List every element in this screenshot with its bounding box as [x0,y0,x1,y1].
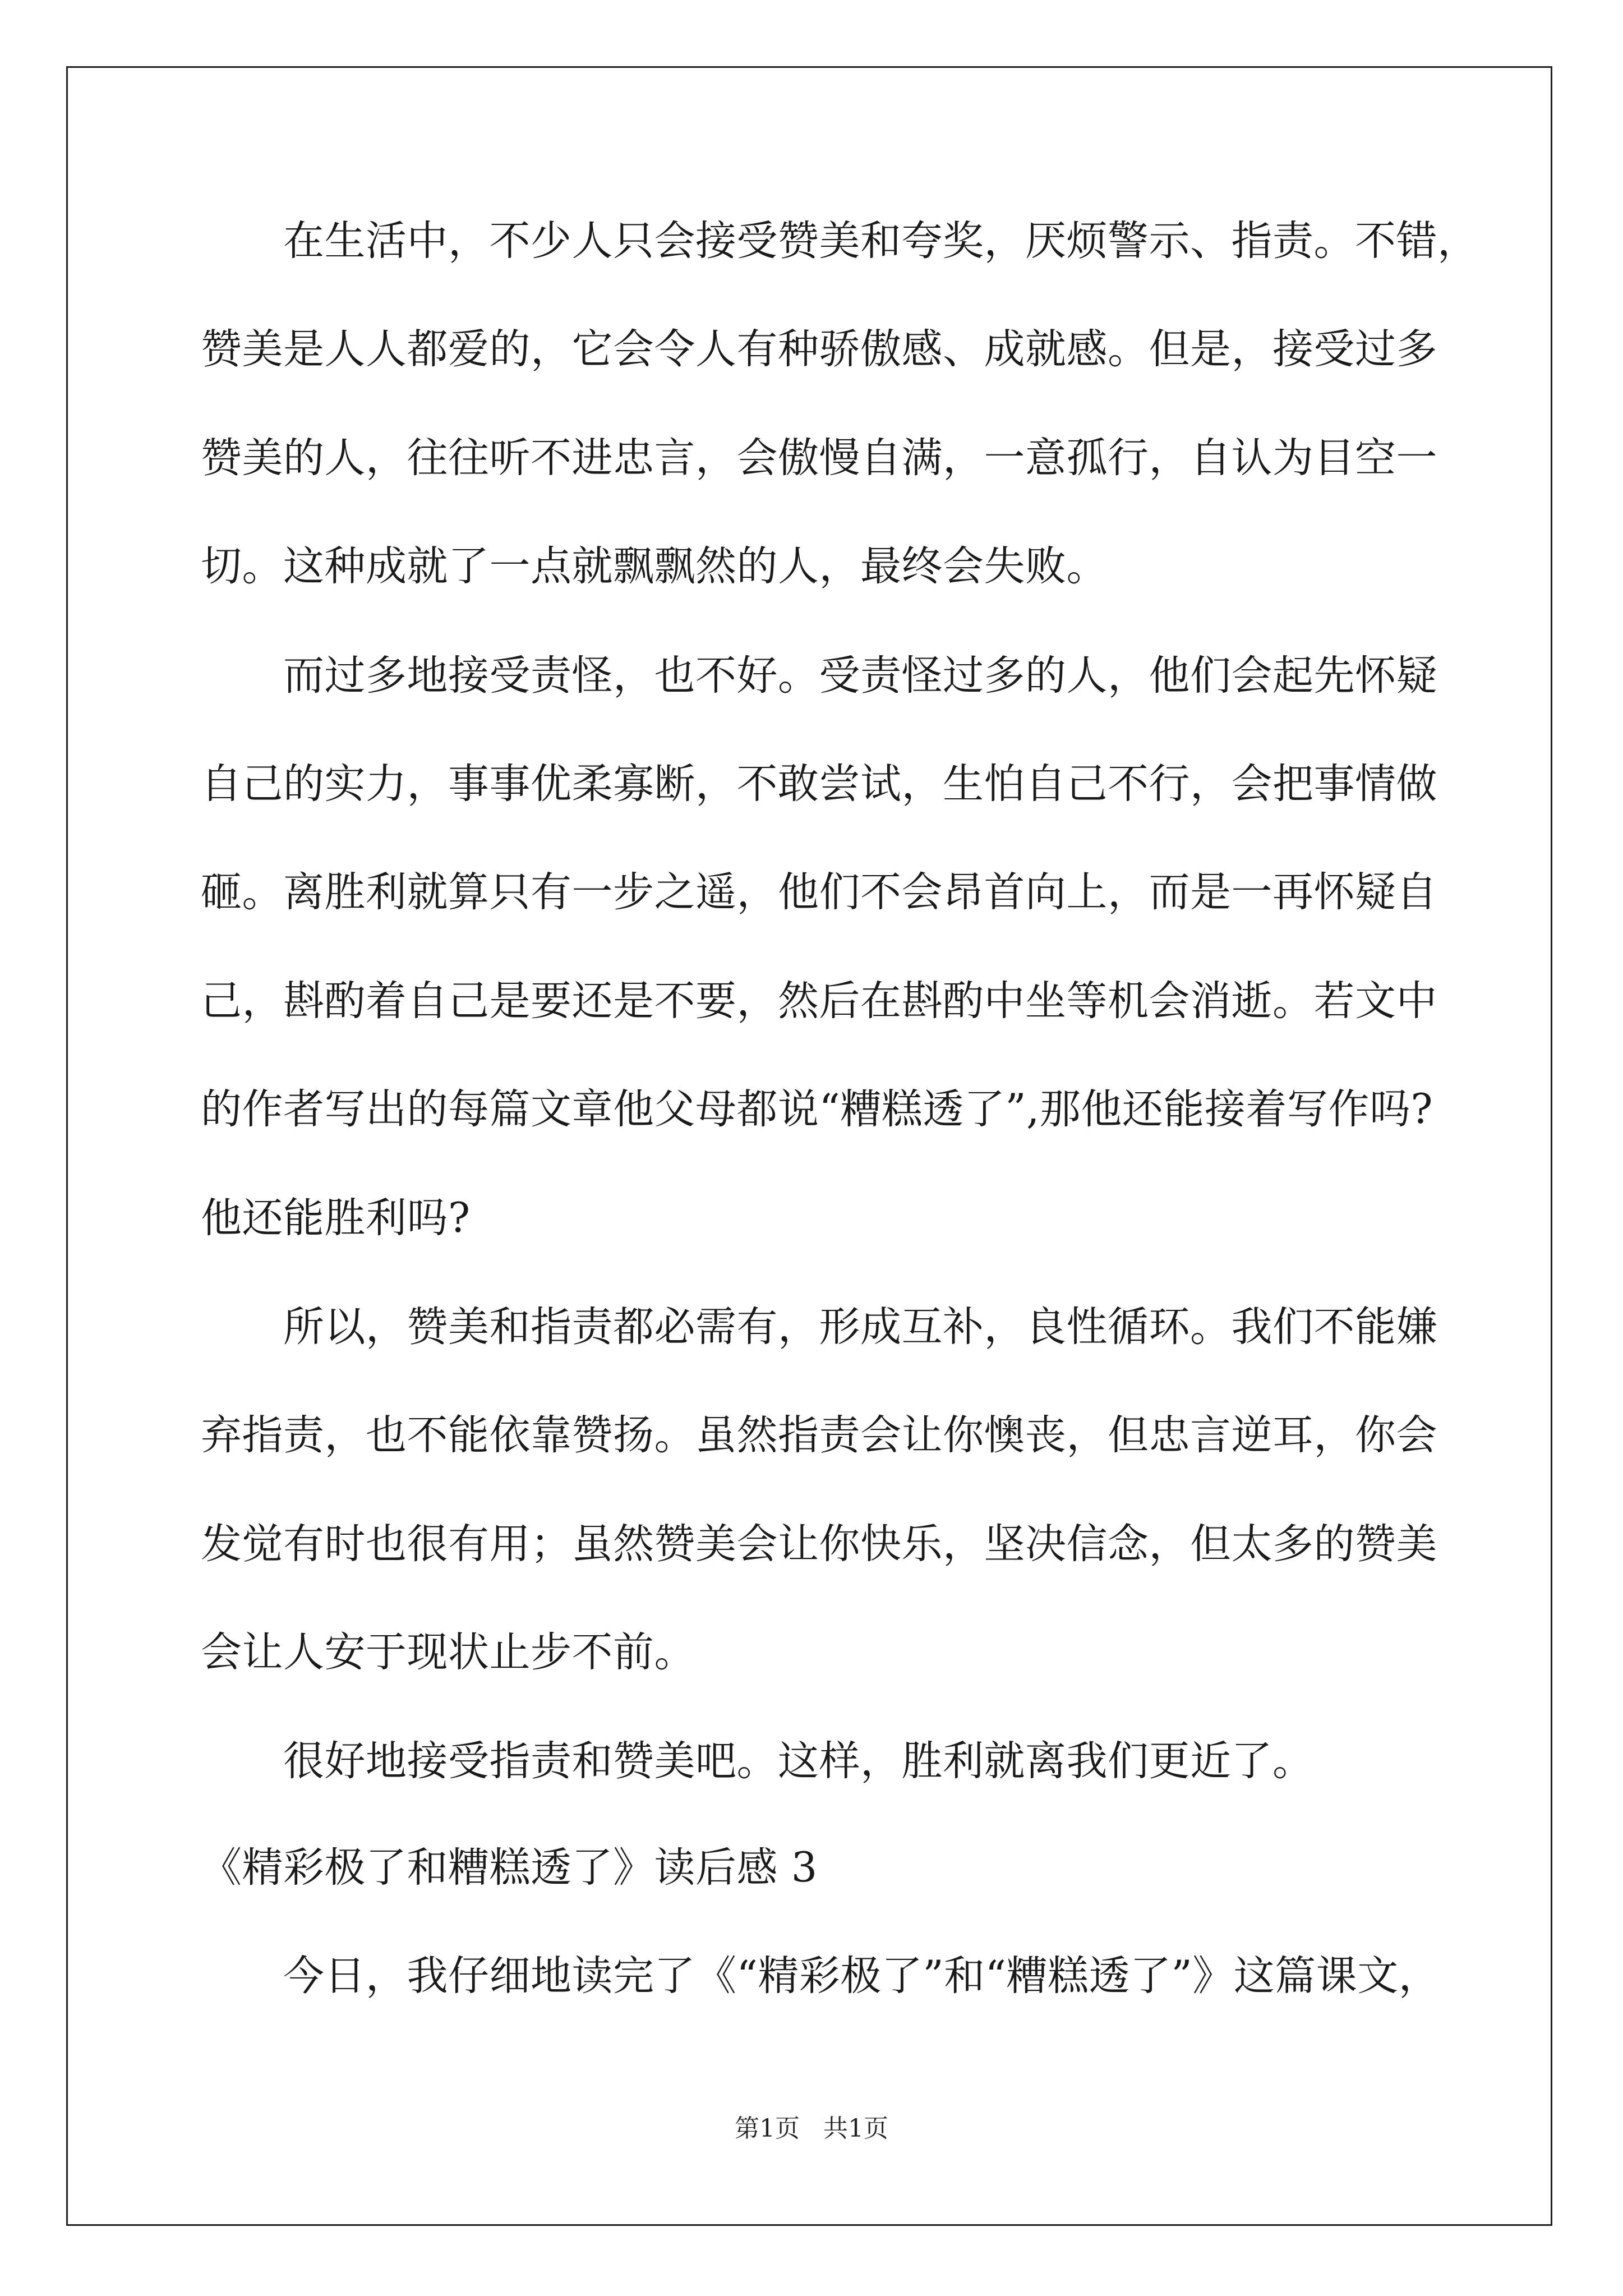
paragraph-3-line-1: 所以，赞美和指责都必需有，形成互补，良性循环。我们不能嫌 [283,1303,1437,1351]
paragraph-1-line-1: 在生活中，不少人只会接受赞美和夸奖，厌烦警示、指责。不错， [283,217,1479,265]
paragraph-3-line-3: 发觉有时也很有用；虽然赞美会让你快乐，坚决信念，但太多的赞美 [201,1520,1437,1568]
paragraph-5-line-1: 今日，我仔细地读完了《“精彩极了”和“糟糕透了”》这篇课文， [283,1952,1440,2000]
paragraph-2-line-4: 己，斟酌着自己是要还是不要，然后在斟酌中坐等机会消逝。若文中 [201,977,1437,1025]
paragraph-2-line-5: 的作者写出的每篇文章他父母都说“糟糕透了”,那他还能接着写作吗? [201,1085,1433,1133]
page-total: 共1页 [823,2114,888,2143]
paragraph-2-line-1: 而过多地接受责怪，也不好。受责怪过多的人，他们会起先怀疑 [283,652,1437,700]
page-number: 第1页 [735,2114,800,2143]
page-border [66,66,1552,2226]
paragraph-2-line-2: 自己的实力，事事优柔寡断，不敢尝试，生怕自己不行，会把事情做 [201,760,1437,808]
paragraph-3-line-4: 会让人安于现状止步不前。 [201,1628,695,1676]
section-heading: 《精彩极了和糟糕透了》读后感 3 [201,1844,818,1892]
paragraph-3-line-2: 弃指责，也不能依靠赞扬。虽然指责会让你懊丧，但忠言逆耳，你会 [201,1411,1437,1459]
paragraph-2-line-3: 砸。离胜利就算只有一步之遥，他们不会昂首向上，而是一再怀疑自 [201,868,1437,916]
paragraph-2-line-6: 他还能胜利吗? [201,1194,471,1242]
paragraph-4-line-1: 很好地接受指责和赞美吧。这样，胜利就离我们更近了。 [283,1737,1314,1785]
paragraph-1-line-3: 赞美的人，往往听不进忠言，会傲慢自满，一意孤行，自认为目空一 [201,434,1437,482]
page-footer [0,2112,1623,2146]
paragraph-1-line-2: 赞美是人人都爱的，它会令人有种骄傲感、成就感。但是，接受过多 [201,325,1437,373]
paragraph-1-line-4: 切。这种成就了一点就飘飘然的人，最终会失败。 [201,542,1108,590]
